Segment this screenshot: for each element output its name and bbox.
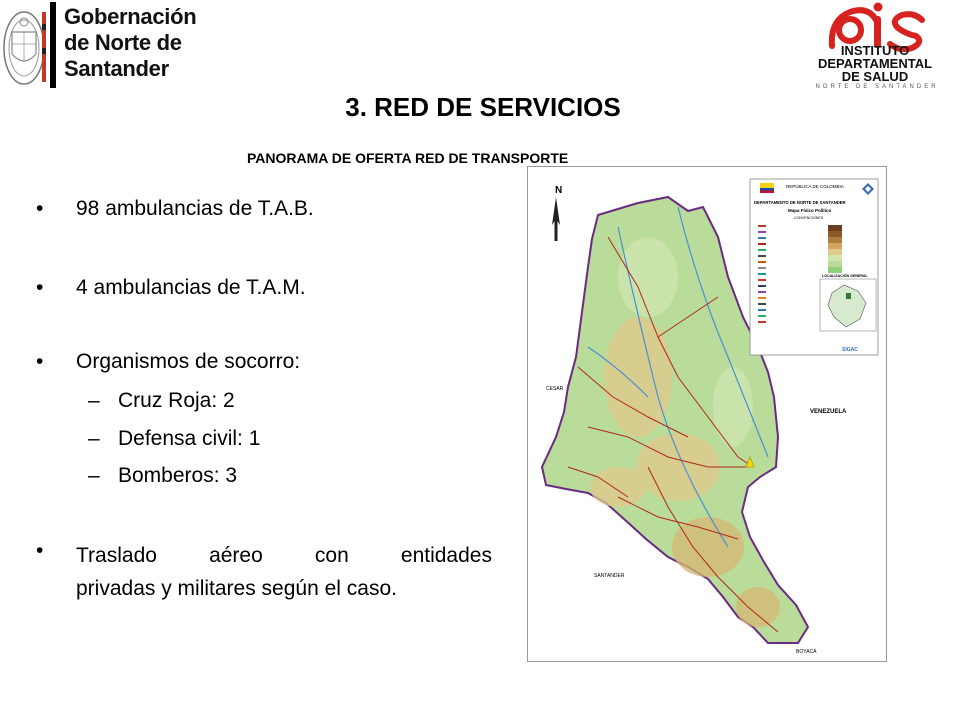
gobernacion-logo-text bbox=[64, 4, 197, 82]
bullet-dot: • bbox=[36, 276, 44, 299]
gov-logo-line-2: de Norte de bbox=[64, 30, 182, 55]
sub-bullet-dash: – bbox=[88, 389, 100, 412]
legend-location: LOCALIZACIÓN GENERAL bbox=[822, 274, 868, 278]
label-cesar: CESAR bbox=[546, 386, 564, 392]
north-arrow-icon bbox=[552, 197, 560, 241]
bullet-text-line-2: privadas y militares según el caso. bbox=[76, 577, 397, 600]
ids-logo-subtitle: NORTE DE SANTANDER bbox=[815, 84, 939, 90]
map-legend bbox=[750, 179, 878, 355]
legend-subtitle: Mapa Físico Político bbox=[788, 208, 832, 213]
label-boyaca: BOYACÁ bbox=[796, 649, 817, 655]
legend-conventions: CONVENCIONES bbox=[794, 216, 824, 220]
gov-logo-line-3: Santander bbox=[64, 56, 169, 81]
bullet-text: 4 ambulancias de T.A.M. bbox=[76, 276, 306, 299]
bullet-dot: • bbox=[36, 197, 44, 220]
coat-of-arms-icon bbox=[2, 2, 48, 86]
sub-bullet-dash: – bbox=[88, 427, 100, 450]
label-venezuela: VENEZUELA bbox=[810, 409, 847, 415]
sub-bullet-text: Defensa civil: 1 bbox=[118, 427, 261, 450]
legend-title: DEPARTAMENTO DE NORTE DE SANTANDER bbox=[754, 200, 846, 205]
section-subtitle: PANORAMA DE OFERTA RED DE TRANSPORTE bbox=[247, 150, 569, 166]
bullet-text-line-1 bbox=[76, 539, 492, 572]
bullet-dot: • bbox=[36, 539, 44, 562]
legend-country: REPÚBLICA DE COLOMBIA bbox=[786, 184, 844, 189]
bullet-word: Traslado bbox=[76, 544, 157, 567]
bullet-text bbox=[76, 539, 492, 605]
sub-bullet-dash: – bbox=[88, 464, 100, 487]
bullet-dot: • bbox=[36, 350, 44, 373]
gov-logo-line-1: Gobernación bbox=[64, 4, 197, 29]
bullet-word: con bbox=[314, 544, 349, 567]
department-map bbox=[528, 167, 886, 661]
label-santander: SANTANDER bbox=[594, 573, 625, 579]
ids-logo-line-1: INSTITUTO bbox=[840, 43, 910, 58]
page-title: 3. RED DE SERVICIOS bbox=[345, 92, 621, 122]
ids-logo-line-3: DE SALUD bbox=[841, 69, 909, 84]
gobernacion-logo bbox=[0, 0, 197, 92]
sub-bullet-text: Bomberos: 3 bbox=[118, 464, 238, 487]
colombia-flag-icon bbox=[760, 183, 774, 193]
legend-elevation-scale bbox=[828, 225, 842, 273]
inset-department-highlight bbox=[846, 293, 851, 299]
logo-divider-bar bbox=[50, 2, 56, 88]
ids-logo-line-2: DEPARTAMENTAL bbox=[817, 56, 933, 71]
bullet-word: entidades bbox=[400, 544, 492, 567]
bullet-word: aéreo bbox=[209, 544, 263, 567]
bullet-text: Organismos de socorro: bbox=[76, 350, 301, 373]
bullet-text: 98 ambulancias de T.A.B. bbox=[76, 197, 314, 220]
sub-bullet-text: Cruz Roja: 2 bbox=[118, 389, 235, 412]
legend-brand: SIGAC bbox=[842, 347, 858, 353]
north-label: N bbox=[555, 185, 563, 196]
ids-logo-text bbox=[795, 44, 955, 83]
